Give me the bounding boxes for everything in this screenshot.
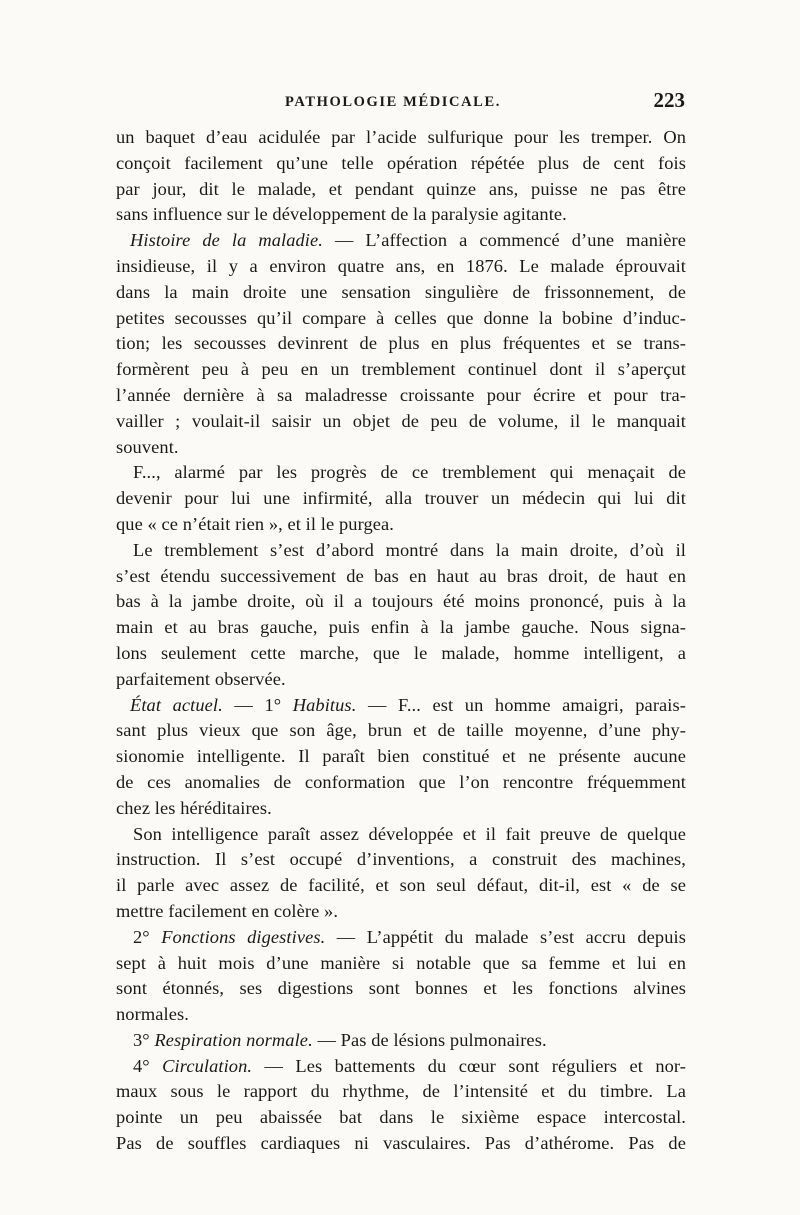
running-title: PATHOLOGIE MÉDICALE. (285, 94, 501, 110)
text-line: devenir pour lui une infirmité, alla trouver un médecin qui lui dit (116, 488, 686, 509)
text-line: sant plus vieux que son âge, brun et de taille moyenne, d’une phy- (116, 720, 686, 741)
text-span: 2° (133, 926, 162, 947)
text-line: sionomie intelligente. Il paraît bien constitué et ne présente aucune (116, 746, 686, 767)
text-line: sans influence sur le développement de la paralysie agitante. (116, 204, 567, 225)
text-line: chez les héréditaires. (116, 797, 272, 818)
text-line: s’est étendu successivement de bas en haut au bras droit, de haut en (116, 565, 686, 586)
text-line: Le tremblement s’est d’abord montré dans la main droite, d’où il (133, 539, 686, 560)
text-span: 3° (133, 1029, 155, 1050)
text-line: un baquet d’eau acidulée par l’acide sulfurique pour les tremper. On (116, 127, 686, 147)
text-line: normales. (116, 1004, 189, 1025)
text-line: vailler ; voulait-il saisir un objet de peu de volume, il le manquait (116, 410, 686, 431)
text-line: tion; les secousses devinrent de plus en plus fréquentes et se trans- (116, 333, 686, 354)
text-line: F..., alarmé par les progrès de ce tremblement qui menaçait de (133, 462, 686, 483)
text-line: Son intelligence paraît assez développée et il fait preuve de quelque (133, 823, 686, 844)
section-heading-current-state: État actuel. (130, 694, 223, 715)
text-span: — F... est un homme amaigri, parais- (356, 694, 686, 715)
text-line (116, 1028, 686, 1054)
text-line (116, 925, 686, 951)
text-line (116, 1054, 686, 1080)
text-span: 4° (133, 1055, 163, 1076)
text-line: bas à la jambe droite, où il a toujours été moins prononcé, puis à la (116, 591, 686, 612)
text-span: — 1° (222, 694, 293, 715)
text-span: — Les battements du cœur sont réguliers et nor- (252, 1055, 686, 1076)
running-head (115, 88, 685, 118)
text-line: pointe un peu abaissée bat dans le sixième espace intercostal. (116, 1107, 686, 1128)
subsection-heading-circulation: Circulation. (162, 1055, 253, 1076)
text-line: de ces anomalies de conformation que l’on rencontre fréquemment (116, 771, 686, 792)
text-line: souvent. (116, 436, 179, 457)
text-line: petites secousses qu’il compare à celles que donne la bobine d’induc- (116, 307, 686, 328)
text-line: insidieuse, il y a environ quatre ans, en 1876. Le malade éprouvait (116, 255, 686, 276)
text-line: main et au bras gauche, puis enfin à la jambe gauche. Nous signa- (116, 617, 686, 638)
text-line: sept à huit mois d’une manière si notable que sa femme et lui en (116, 952, 686, 973)
text-span: — L’affection a commencé d’une manière (322, 230, 687, 251)
text-line: que « ce n’était rien », et il le purgea. (116, 513, 394, 534)
text-line: Pas de souffles cardiaques ni vasculaires. Pas d’athérome. Pas de (116, 1133, 686, 1154)
section-heading-history: Histoire de la maladie. (130, 230, 323, 251)
text-span: — Pas de lésions pulmonaires. (312, 1029, 547, 1050)
text-line: conçoit facilement qu’une telle opération répétée plus de cent fois (116, 152, 686, 173)
subsection-heading-digestive: Fonctions digestives. (161, 926, 326, 947)
text-line: lons seulement cette marche, que le malade, homme intelligent, a (116, 642, 686, 663)
page-number: 223 (653, 88, 685, 112)
text-line: maux sous le rapport du rhythme, de l’intensité et du timbre. La (116, 1081, 686, 1102)
text-line: il parle avec assez de facilité, et son seul défaut, dit-il, est « de se (116, 875, 686, 896)
text-line: mettre facilement en colère ». (116, 900, 339, 921)
text-line: instruction. Il s’est occupé d’inventions, a construit des machines, (116, 849, 686, 870)
subsection-heading-respiration: Respiration normale. (154, 1029, 313, 1050)
text-line: par jour, dit le malade, et pendant quinze ans, puisse ne pas être (116, 178, 686, 199)
text-line: parfaitement observée. (116, 668, 286, 689)
text-line: formèrent peu à peu en un tremblement continuel dont il s’aperçut (116, 359, 686, 380)
subsection-heading-habitus: Habitus. (292, 694, 357, 715)
body-text (116, 125, 686, 1157)
text-line: dans la main droite une sensation singulière de frissonnement, de (116, 281, 686, 302)
text-line (116, 228, 686, 254)
text-line (116, 693, 686, 719)
text-line: l’année dernière à sa maladresse croissante pour écrire et pour tra- (116, 384, 686, 405)
text-line: sont étonnés, ses digestions sont bonnes et les fonctions alvines (116, 978, 686, 999)
text-span: — L’appétit du malade s’est accru depuis (325, 926, 686, 947)
